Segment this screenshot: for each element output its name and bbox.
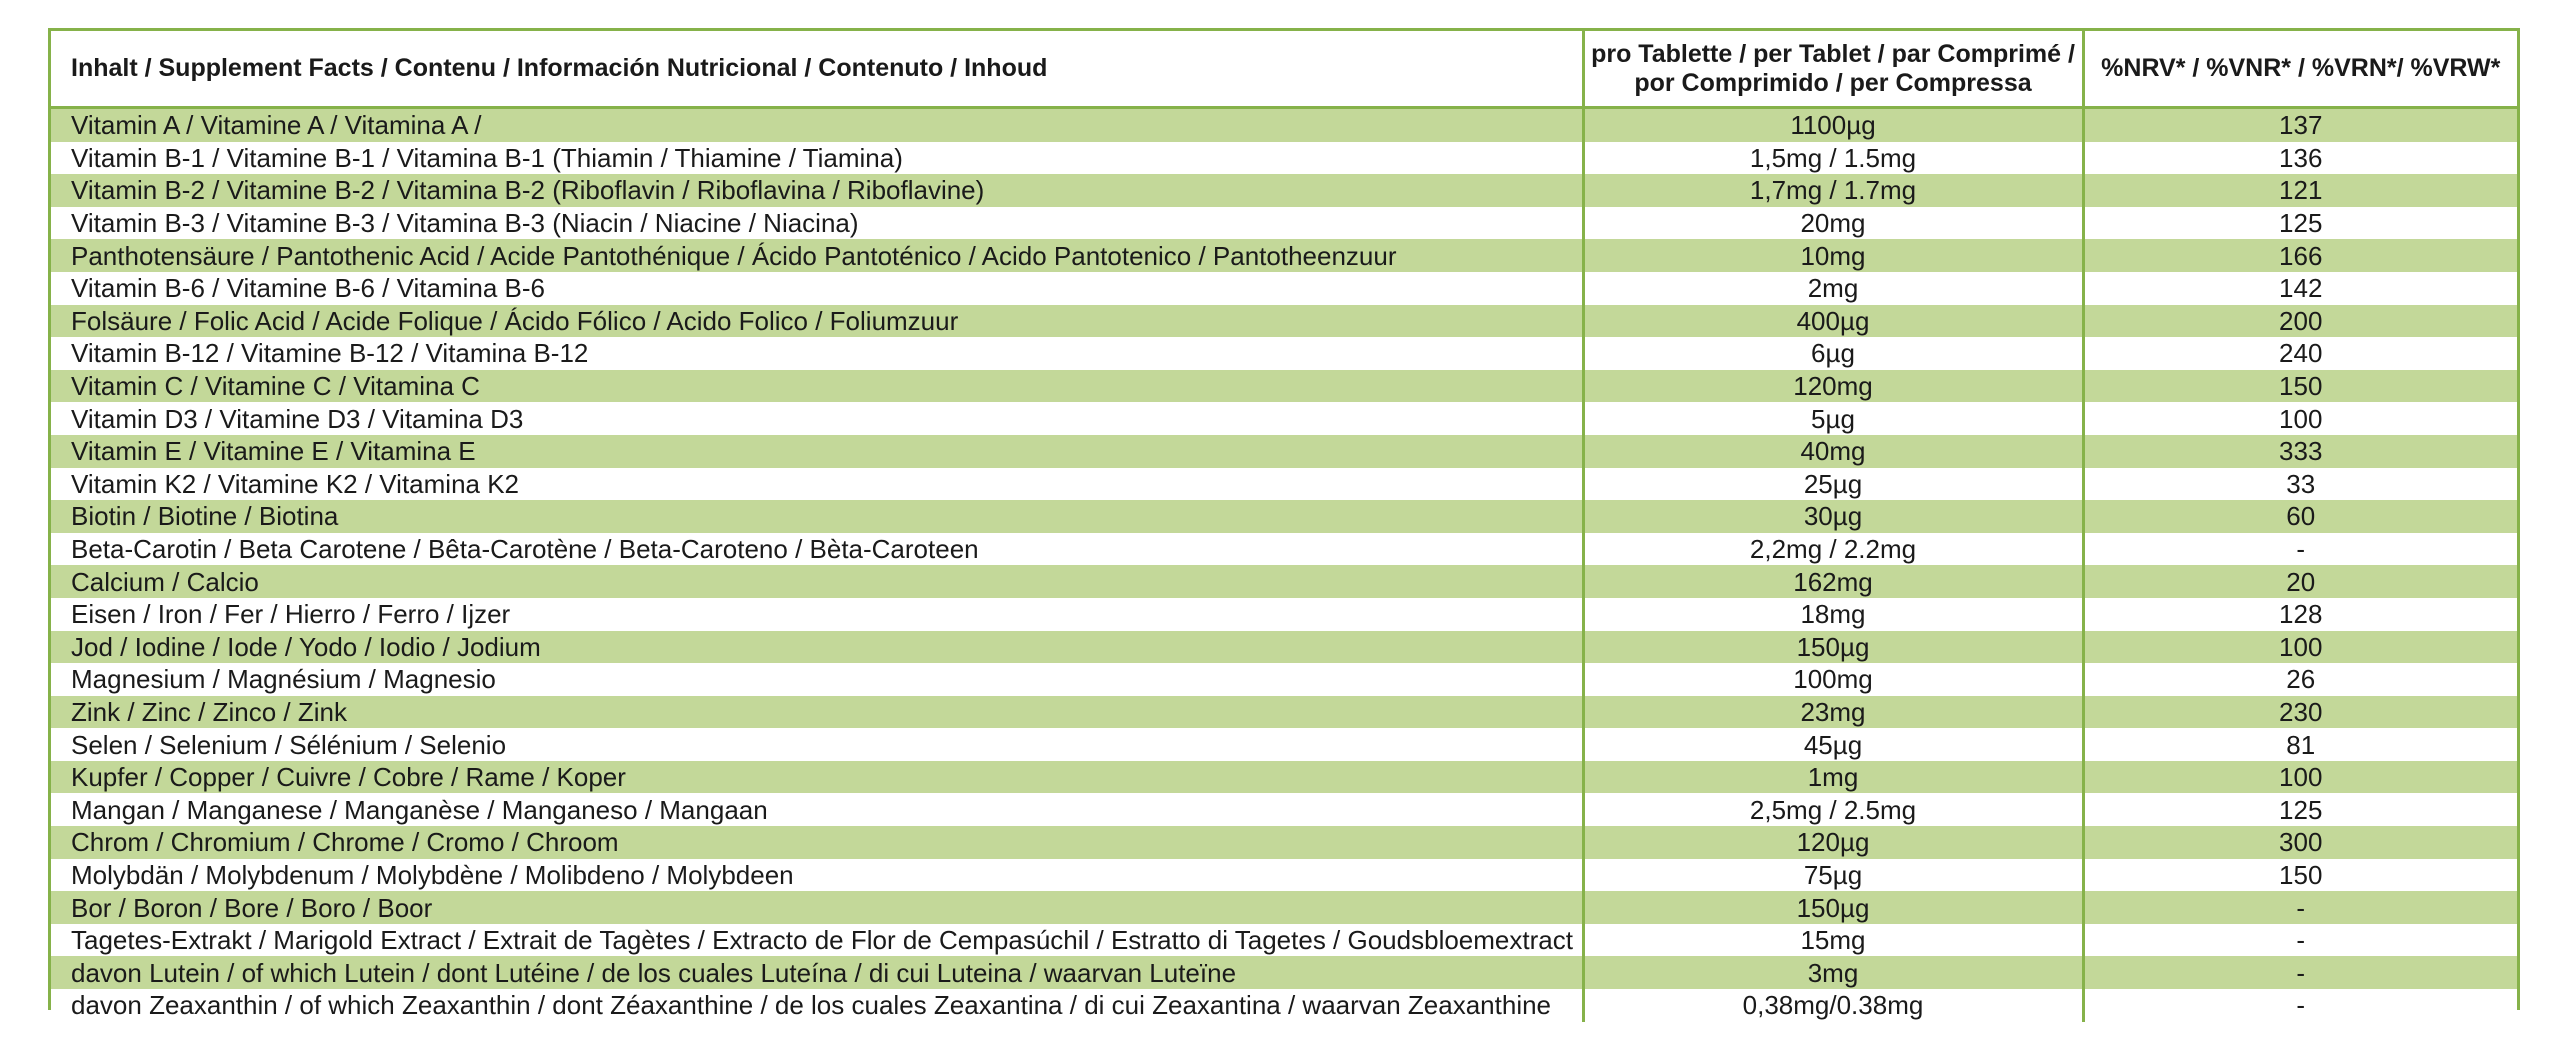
ingredient-nrv: 150: [2083, 370, 2517, 403]
table-row: [51, 370, 2517, 403]
table-row: [51, 793, 2517, 826]
ingredient-amount: 18mg: [1583, 598, 2083, 631]
ingredient-nrv: -: [2083, 533, 2517, 566]
table-row: [51, 891, 2517, 924]
ingredient-amount: 3mg: [1583, 956, 2083, 989]
header-nrv: %NRV* / %VNR* / %VRN*/ %VRW*: [2083, 31, 2517, 108]
ingredient-amount: 23mg: [1583, 696, 2083, 729]
table-row: [51, 826, 2517, 859]
ingredient-name: Vitamin E / Vitamine E / Vitamina E: [51, 435, 1583, 468]
ingredient-name: Zink / Zinc / Zinco / Zink: [51, 696, 1583, 729]
table-row: [51, 468, 2517, 501]
header-amount: [1583, 31, 2083, 108]
ingredient-amount: 1,7mg / 1.7mg: [1583, 174, 2083, 207]
ingredient-amount: 2mg: [1583, 272, 2083, 305]
ingredient-name: Biotin / Biotine / Biotina: [51, 500, 1583, 533]
ingredient-name: Vitamin B-2 / Vitamine B-2 / Vitamina B-2 (Riboflavin / Riboflavina / Riboflavine): [51, 174, 1583, 207]
table-row: [51, 598, 2517, 631]
ingredient-nrv: -: [2083, 956, 2517, 989]
ingredient-amount: 1100µg: [1583, 108, 2083, 142]
table-row: [51, 337, 2517, 370]
table-row: [51, 108, 2517, 142]
ingredient-nrv: 128: [2083, 598, 2517, 631]
table-row: [51, 272, 2517, 305]
ingredient-nrv: 150: [2083, 859, 2517, 892]
ingredient-name: Vitamin D3 / Vitamine D3 / Vitamina D3: [51, 402, 1583, 435]
ingredient-nrv: 137: [2083, 108, 2517, 142]
ingredient-name: Chrom / Chromium / Chrome / Cromo / Chroom: [51, 826, 1583, 859]
ingredient-nrv: 200: [2083, 305, 2517, 338]
table-row: [51, 924, 2517, 957]
nutrition-table: [51, 31, 2517, 1022]
ingredient-nrv: 230: [2083, 696, 2517, 729]
table-row: [51, 435, 2517, 468]
ingredient-name: Panthotensäure / Pantothenic Acid / Acide Pantothénique / Ácido Pantoténico / Acido Pantotenico / Pantotheenzuur: [51, 239, 1583, 272]
table-row: [51, 565, 2517, 598]
ingredient-nrv: 81: [2083, 728, 2517, 761]
ingredient-name: Vitamin C / Vitamine C / Vitamina C: [51, 370, 1583, 403]
ingredient-nrv: 240: [2083, 337, 2517, 370]
ingredient-nrv: 300: [2083, 826, 2517, 859]
ingredient-name: Jod / Iodine / Iode / Yodo / Iodio / Jodium: [51, 631, 1583, 664]
ingredient-amount: 2,2mg / 2.2mg: [1583, 533, 2083, 566]
ingredient-name: Magnesium / Magnésium / Magnesio: [51, 663, 1583, 696]
table-row: [51, 663, 2517, 696]
ingredient-amount: 1mg: [1583, 761, 2083, 794]
ingredient-nrv: 26: [2083, 663, 2517, 696]
ingredient-name: Molybdän / Molybdenum / Molybdène / Molibdeno / Molybdeen: [51, 859, 1583, 892]
ingredient-nrv: 20: [2083, 565, 2517, 598]
table-row: [51, 956, 2517, 989]
table-row: [51, 402, 2517, 435]
ingredient-name: Vitamin B-3 / Vitamine B-3 / Vitamina B-3 (Niacin / Niacine / Niacina): [51, 207, 1583, 240]
table-row: [51, 728, 2517, 761]
ingredient-amount: 1,5mg / 1.5mg: [1583, 142, 2083, 175]
ingredient-name: davon Lutein / of which Lutein / dont Lutéine / de los cuales Luteína / di cui Luteina / waarvan Luteïne: [51, 956, 1583, 989]
ingredient-name: Eisen / Iron / Fer / Hierro / Ferro / Ijzer: [51, 598, 1583, 631]
ingredient-amount: 0,38mg/0.38mg: [1583, 989, 2083, 1022]
header-ingredient: Inhalt / Supplement Facts / Contenu / Información Nutricional / Contenuto / Inhoud: [51, 31, 1583, 108]
ingredient-amount: 2,5mg / 2.5mg: [1583, 793, 2083, 826]
ingredient-nrv: 136: [2083, 142, 2517, 175]
table-row: [51, 500, 2517, 533]
ingredient-nrv: 100: [2083, 631, 2517, 664]
table-row: [51, 533, 2517, 566]
ingredient-amount: 400µg: [1583, 305, 2083, 338]
table-row: [51, 696, 2517, 729]
ingredient-nrv: 100: [2083, 761, 2517, 794]
ingredient-amount: 15mg: [1583, 924, 2083, 957]
ingredient-nrv: 125: [2083, 793, 2517, 826]
ingredient-name: Mangan / Manganese / Manganèse / Manganeso / Mangaan: [51, 793, 1583, 826]
ingredient-amount: 20mg: [1583, 207, 2083, 240]
table-row: [51, 174, 2517, 207]
ingredient-amount: 6µg: [1583, 337, 2083, 370]
ingredient-amount: 150µg: [1583, 891, 2083, 924]
ingredient-name: Vitamin B-12 / Vitamine B-12 / Vitamina B-12: [51, 337, 1583, 370]
ingredient-nrv: 166: [2083, 239, 2517, 272]
ingredient-nrv: -: [2083, 924, 2517, 957]
header-amount-line2: por Comprimido / per Compressa: [1634, 68, 2032, 97]
ingredient-amount: 10mg: [1583, 239, 2083, 272]
ingredient-amount: 100mg: [1583, 663, 2083, 696]
ingredient-amount: 25µg: [1583, 468, 2083, 501]
table-row: [51, 761, 2517, 794]
header-amount-line1: pro Tablette / per Tablet / par Comprimé /: [1591, 39, 2075, 68]
ingredient-nrv: 333: [2083, 435, 2517, 468]
ingredient-name: Selen / Selenium / Sélénium / Selenio: [51, 728, 1583, 761]
ingredient-nrv: -: [2083, 891, 2517, 924]
ingredient-amount: 162mg: [1583, 565, 2083, 598]
ingredient-amount: 5µg: [1583, 402, 2083, 435]
ingredient-amount: 120mg: [1583, 370, 2083, 403]
ingredient-name: Vitamin K2 / Vitamine K2 / Vitamina K2: [51, 468, 1583, 501]
ingredient-nrv: 60: [2083, 500, 2517, 533]
table-row: [51, 631, 2517, 664]
table-row: [51, 239, 2517, 272]
ingredient-nrv: -: [2083, 989, 2517, 1022]
ingredient-name: Vitamin B-6 / Vitamine B-6 / Vitamina B-6: [51, 272, 1583, 305]
table-row: [51, 207, 2517, 240]
supplement-facts-table: [48, 28, 2520, 1021]
ingredient-nrv: 125: [2083, 207, 2517, 240]
header-row: [51, 31, 2517, 108]
ingredient-amount: 75µg: [1583, 859, 2083, 892]
ingredient-name: Calcium / Calcio: [51, 565, 1583, 598]
ingredient-name: Vitamin B-1 / Vitamine B-1 / Vitamina B-1 (Thiamin / Thiamine / Tiamina): [51, 142, 1583, 175]
ingredient-nrv: 100: [2083, 402, 2517, 435]
ingredient-amount: 40mg: [1583, 435, 2083, 468]
table-row: [51, 859, 2517, 892]
table-body: [51, 108, 2517, 1022]
ingredient-name: Beta-Carotin / Beta Carotene / Bêta-Carotène / Beta-Caroteno / Bèta-Caroteen: [51, 533, 1583, 566]
ingredient-amount: 150µg: [1583, 631, 2083, 664]
table-row: [51, 989, 2517, 1022]
ingredient-amount: 30µg: [1583, 500, 2083, 533]
ingredient-nrv: 142: [2083, 272, 2517, 305]
ingredient-name: Tagetes-Extrakt / Marigold Extract / Extrait de Tagètes / Extracto de Flor de Cempasúchil / Estratto di Tagetes / Goudsbloemextract: [51, 924, 1583, 957]
ingredient-name: Vitamin A / Vitamine A / Vitamina A /: [51, 108, 1583, 142]
ingredient-nrv: 121: [2083, 174, 2517, 207]
ingredient-name: davon Zeaxanthin / of which Zeaxanthin / dont Zéaxanthine / de los cuales Zeaxantina / di cui Zeaxantina / waarvan Zeaxanthine: [51, 989, 1583, 1022]
ingredient-nrv: 33: [2083, 468, 2517, 501]
ingredient-name: Bor / Boron / Bore / Boro / Boor: [51, 891, 1583, 924]
ingredient-amount: 45µg: [1583, 728, 2083, 761]
ingredient-amount: 120µg: [1583, 826, 2083, 859]
ingredient-name: Folsäure / Folic Acid / Acide Folique / Ácido Fólico / Acido Folico / Foliumzuur: [51, 305, 1583, 338]
table-row: [51, 305, 2517, 338]
table-row: [51, 142, 2517, 175]
ingredient-name: Kupfer / Copper / Cuivre / Cobre / Rame / Koper: [51, 761, 1583, 794]
